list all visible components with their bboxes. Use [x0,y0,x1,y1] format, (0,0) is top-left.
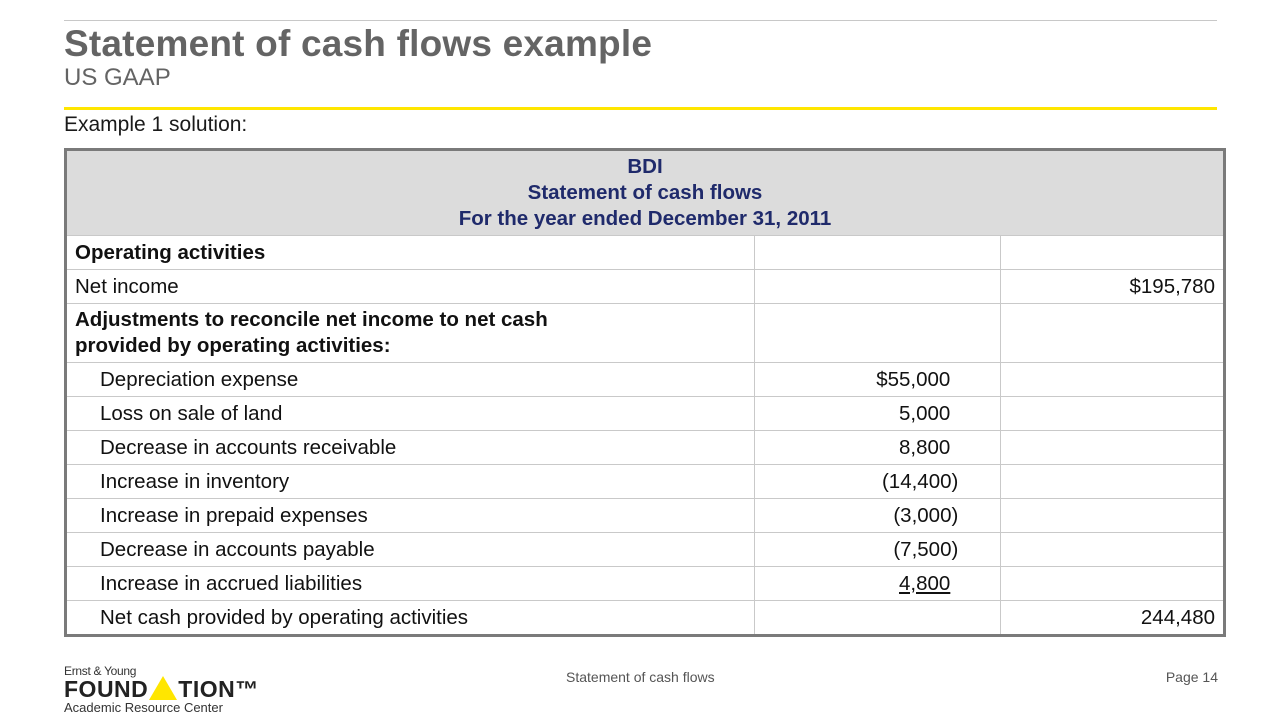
row-sub-amount: (7,500) [754,533,1001,567]
table-row [66,431,1225,465]
row-label: Operating activities [66,236,755,270]
row-label: Loss on sale of land [66,397,755,431]
company-name: BDI [627,155,663,178]
row-total-amount [1001,567,1225,601]
row-total-amount [1001,236,1225,270]
table-row [66,270,1225,304]
row-label: Decrease in accounts receivable [66,431,755,465]
row-sub-amount [754,236,1001,270]
row-total-amount [1001,304,1225,363]
row-total-amount [1001,533,1225,567]
table-row [66,397,1225,431]
footer-section-title: Statement of cash flows [566,669,715,685]
logo-triangle-icon [149,676,177,700]
page-subtitle: US GAAP [64,64,171,91]
table-row [66,236,1225,270]
intro-text: Example 1 solution: [64,113,248,136]
logo-line-1: Ernst & Young [64,664,137,678]
table-row [66,304,1225,363]
row-total-amount: $195,780 [1001,270,1225,304]
row-sub-amount: 8,800 [754,431,1001,465]
period-label: For the year ended December 31, 2011 [458,207,832,230]
row-label: Increase in accrued liabilities [66,567,755,601]
logo-wordmark-b: TION™ [178,676,259,702]
row-sub-amount [754,304,1001,363]
statement-name: Statement of cash flows [527,181,763,204]
row-label: Net income [66,270,755,304]
row-total-amount [1001,431,1225,465]
ey-foundation-logo [64,664,264,720]
table-heading [66,150,1225,236]
row-label [66,304,755,363]
cash-flow-table [64,148,1226,637]
page-number: Page 14 [1165,669,1218,685]
row-sub-amount: 5,000 [754,397,1001,431]
logo-line-3: Academic Resource Center [64,700,223,715]
table-row [66,363,1225,397]
table-row [66,533,1225,567]
row-sub-amount [754,270,1001,304]
table-row [66,465,1225,499]
row-total-amount: 244,480 [1001,601,1225,636]
row-sub-amount [754,567,1001,601]
row-total-amount [1001,465,1225,499]
row-label: Increase in prepaid expenses [66,499,755,533]
accent-divider [64,107,1217,110]
table-row [66,601,1225,636]
row-total-amount [1001,363,1225,397]
row-sub-amount: (3,000) [754,499,1001,533]
row-total-amount [1001,499,1225,533]
page-title: Statement of cash flows example [64,23,653,64]
row-label-line1: Adjustments to reconcile net income to net cash [75,308,548,331]
row-sub-amount: (14,400) [754,465,1001,499]
row-total-amount [1001,397,1225,431]
row-sub-amount [754,601,1001,636]
underlined-amount: 4,800 [899,571,951,595]
row-label: Net cash provided by operating activities [66,601,755,636]
top-divider [64,20,1217,21]
row-sub-amount: $55,000 [754,363,1001,397]
logo-wordmark-a: FOUND [64,676,149,702]
table-row [66,567,1225,601]
table-heading-row [66,150,1225,236]
table-row [66,499,1225,533]
row-label: Decrease in accounts payable [66,533,755,567]
logo-wordmark [64,676,259,703]
row-label: Depreciation expense [66,363,755,397]
row-label-line2: provided by operating activities: [75,334,391,357]
row-label: Increase in inventory [66,465,755,499]
